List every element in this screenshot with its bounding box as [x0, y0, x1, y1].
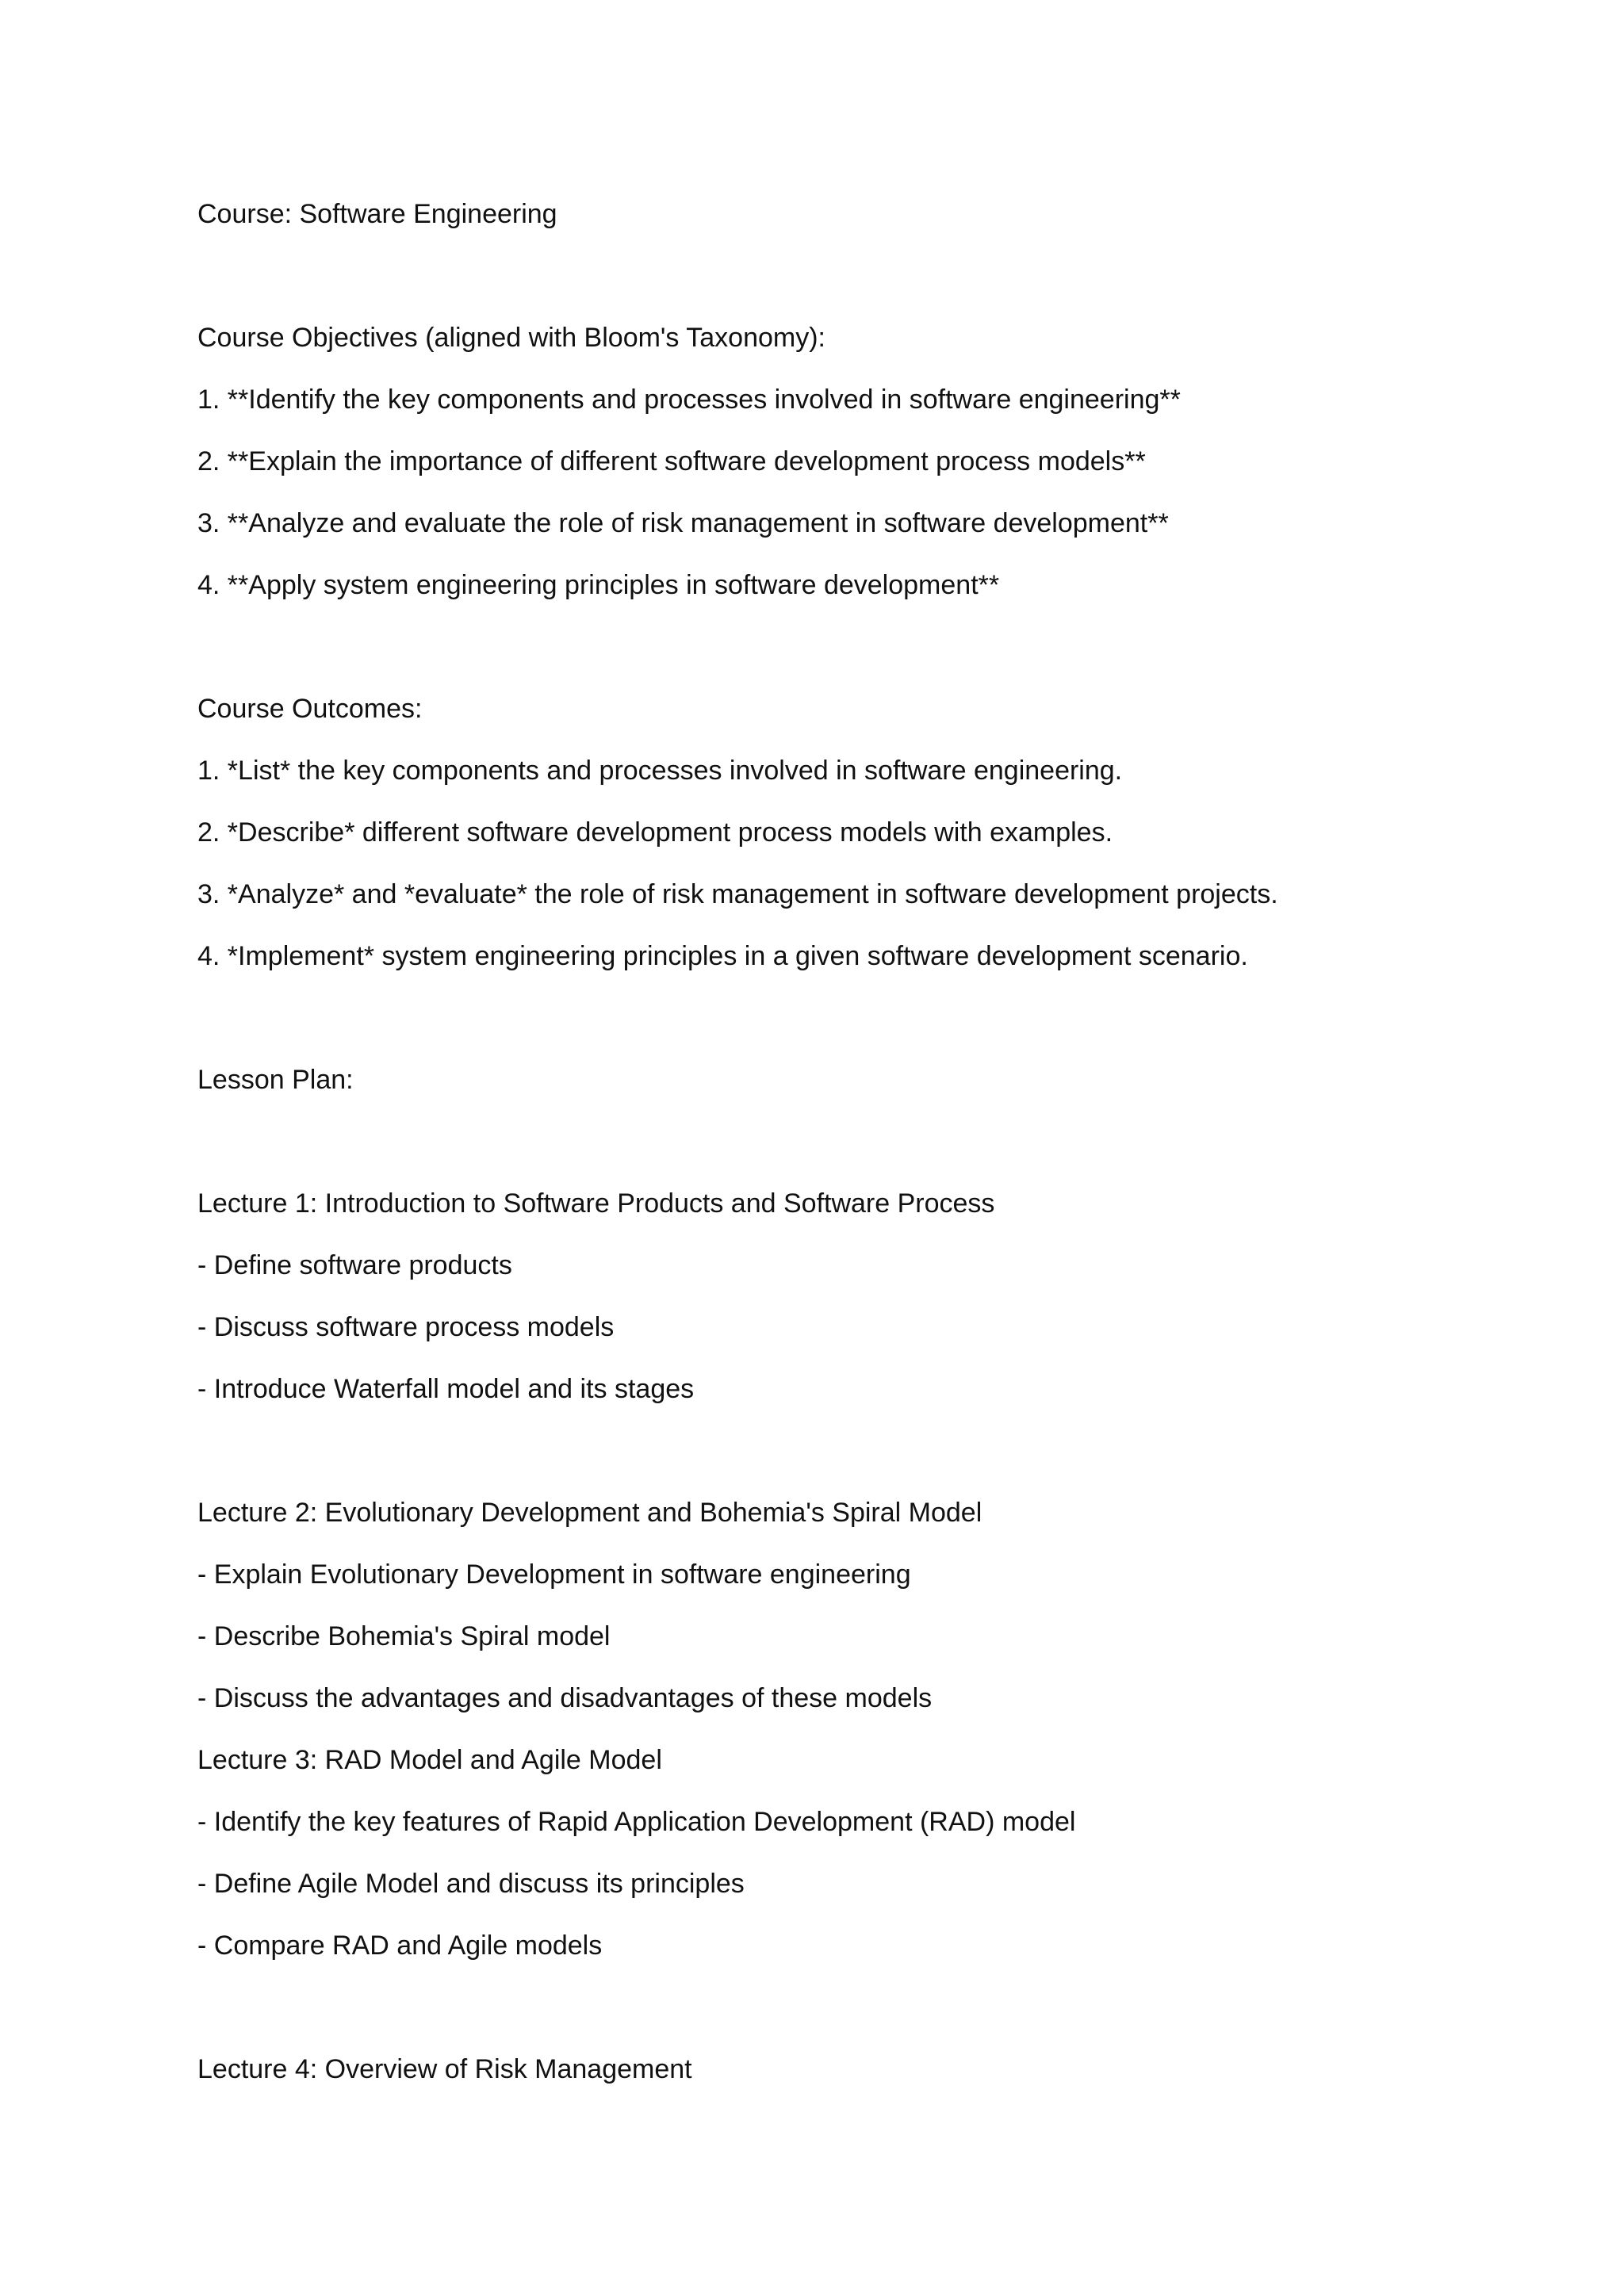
lesson-plan-heading: Lesson Plan:: [197, 1065, 354, 1095]
lecture-point: - Compare RAD and Agile models: [197, 1931, 603, 1961]
lecture-title: Lecture 3: RAD Model and Agile Model: [197, 1745, 662, 1775]
objective-item: 3. **Analyze and evaluate the role of risk management in software development**: [197, 508, 1169, 538]
blank-line: [197, 1002, 1434, 1064]
outcome-item: 1. *List* the key components and processes involved in software engineering.: [197, 756, 1123, 786]
lecture-point: - Define software products: [197, 1250, 512, 1280]
objective-item: 4. **Apply system engineering principles in software development**: [197, 570, 1000, 600]
blank-line: [197, 1435, 1434, 1497]
objective-item: 2. **Explain the importance of different software development process models**: [197, 446, 1146, 476]
lecture-point: - Define Agile Model and discuss its principles: [197, 1869, 745, 1899]
lecture-title: Lecture 1: Introduction to Software Products and Software Process: [197, 1188, 995, 1219]
outcome-item: 4. *Implement* system engineering principles in a given software development scenario.: [197, 941, 1248, 971]
objectives-heading: Course Objectives (aligned with Bloom's Taxonomy):: [197, 323, 825, 353]
lecture-point: - Discuss software process models: [197, 1312, 615, 1342]
lecture-point: - Describe Bohemia's Spiral model: [197, 1621, 611, 1651]
lecture-point: - Explain Evolutionary Development in software engineering: [197, 1559, 911, 1590]
blank-line: [197, 260, 1434, 322]
outcomes-heading: Course Outcomes:: [197, 694, 423, 724]
lecture-title: Lecture 2: Evolutionary Development and Bohemia's Spiral Model: [197, 1498, 982, 1528]
outcome-item: 2. *Describe* different software development process models with examples.: [197, 817, 1113, 848]
outcome-item: 3. *Analyze* and *evaluate* the role of risk management in software development projects.: [197, 879, 1278, 909]
lecture-point: - Introduce Waterfall model and its stages: [197, 1374, 695, 1404]
blank-line: [197, 631, 1434, 693]
document-body: [197, 198, 1434, 2115]
course-title: Course: Software Engineering: [197, 199, 557, 229]
lecture-point: - Identify the key features of Rapid Application Development (RAD) model: [197, 1807, 1076, 1837]
lecture-title: Lecture 4: Overview of Risk Management: [197, 2054, 692, 2084]
objective-item: 1. **Identify the key components and processes involved in software engineering**: [197, 385, 1181, 415]
lecture-point: - Discuss the advantages and disadvantages of these models: [197, 1683, 933, 1713]
blank-line: [197, 1992, 1434, 2053]
blank-line: [197, 1126, 1434, 1188]
